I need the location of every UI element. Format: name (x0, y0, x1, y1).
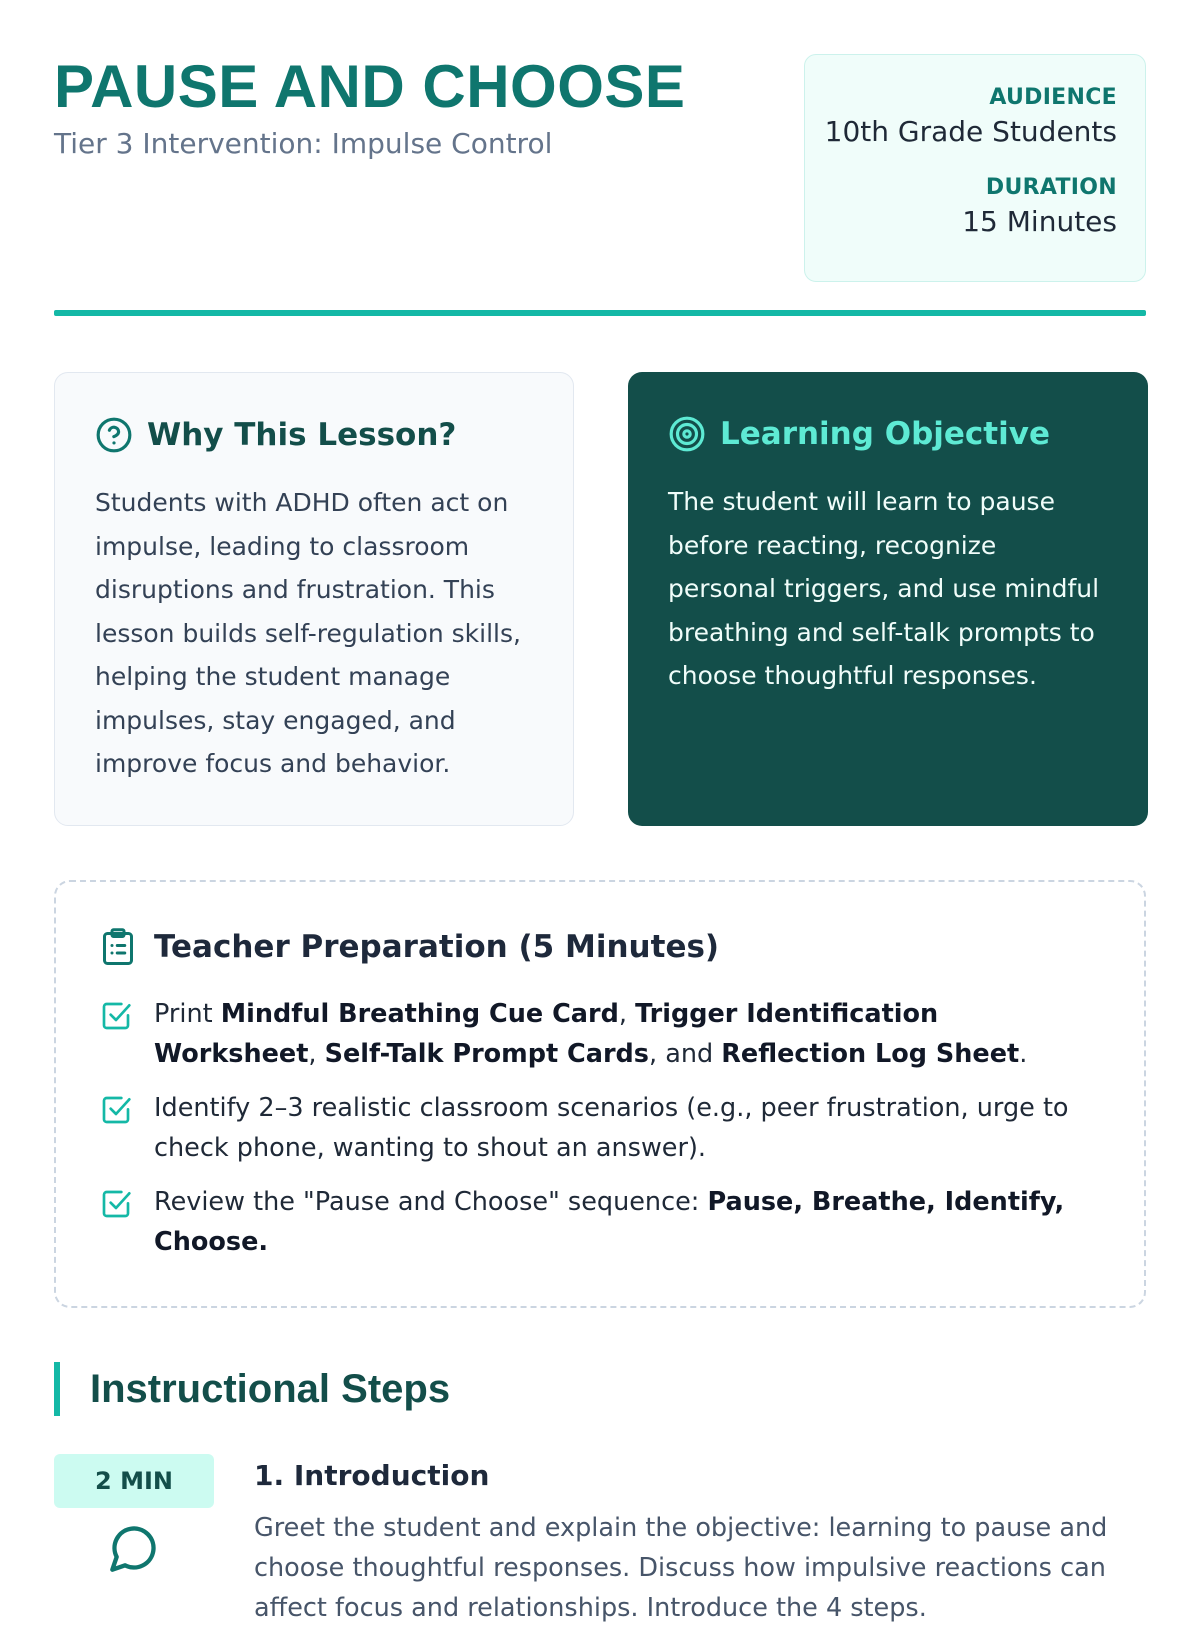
question-circle-icon (95, 416, 133, 454)
prep-item-text: Identify 2–3 realistic classroom scenarios (e.g., peer frustration, urge to check phone, wanting to shout an answer). (154, 1093, 1069, 1163)
material-name: Trigger Identification Worksheet (154, 999, 939, 1069)
step-title: 1. Introduction (254, 1459, 490, 1492)
why-lesson-text: Students with ADHD often act on impulse, leading to classroom disruptions and frustration. This lesson builds self-regulation skills, helping the student manage impulses, stay engaged, and improve focus and behavior. (95, 488, 521, 778)
learning-objective-text: The student will learn to pause before reacting, recognize personal triggers, and use mindful breathing and self-talk prompts to choose thoughtful responses. (668, 487, 1100, 690)
audience-value: 10th Grade Students (824, 115, 1117, 148)
why-lesson-title: Why This Lesson? (147, 417, 457, 453)
instructional-steps-heading (54, 1362, 450, 1416)
learning-objective-title: Learning Objective (720, 416, 1050, 452)
target-icon (668, 415, 706, 453)
teacher-preparation-title: Teacher Preparation (5 Minutes) (154, 929, 720, 965)
clipboard-list-icon (100, 927, 136, 967)
checkbox-checked-icon (100, 1000, 132, 1032)
header-divider (54, 310, 1146, 316)
material-name: Self-Talk Prompt Cards (324, 1039, 649, 1069)
checkbox-checked-icon (100, 1094, 132, 1126)
instructional-steps-title: Instructional Steps (90, 1367, 451, 1411)
speech-bubble-icon (108, 1522, 160, 1574)
prep-item (100, 994, 1100, 1074)
teacher-preparation-box (54, 880, 1146, 1308)
step-duration-badge: 2 MIN (54, 1454, 214, 1508)
page-title: PAUSE AND CHOOSE (54, 53, 686, 120)
prep-item-text: Review the "Pause and Choose" sequence: Pause, Breathe, Identify, Choose. (154, 1187, 1065, 1257)
material-name: Reflection Log Sheet (721, 1039, 1020, 1069)
lesson-plan-page (54, 0, 1146, 1623)
prep-item (100, 1088, 1100, 1168)
prep-item (100, 1182, 1100, 1262)
checkbox-checked-icon (100, 1188, 132, 1220)
sequence-steps: Pause, Breathe, Identify, Choose. (154, 1187, 1065, 1257)
duration-value: 15 Minutes (962, 205, 1117, 238)
step-description: Greet the student and explain the objective: learning to pause and choose thoughtful responses. Discuss how impulsive reactions can affect focus and relationships. Introduce the 4 steps. (254, 1513, 1108, 1623)
page-subtitle: Tier 3 Intervention: Impulse Control (54, 127, 553, 160)
audience-label: AUDIENCE (989, 85, 1117, 110)
why-lesson-card (54, 372, 574, 826)
duration-label: DURATION (985, 175, 1117, 200)
header (54, 0, 1146, 318)
learning-objective-card (628, 372, 1148, 826)
lesson-meta-card (804, 54, 1146, 282)
prep-item-text: Print Mindful Breathing Cue Card, Trigger Identification Worksheet, Self-Talk Prompt Cards, and Reflection Log Sheet. (154, 999, 1028, 1069)
material-name: Mindful Breathing Cue Card (220, 999, 619, 1029)
